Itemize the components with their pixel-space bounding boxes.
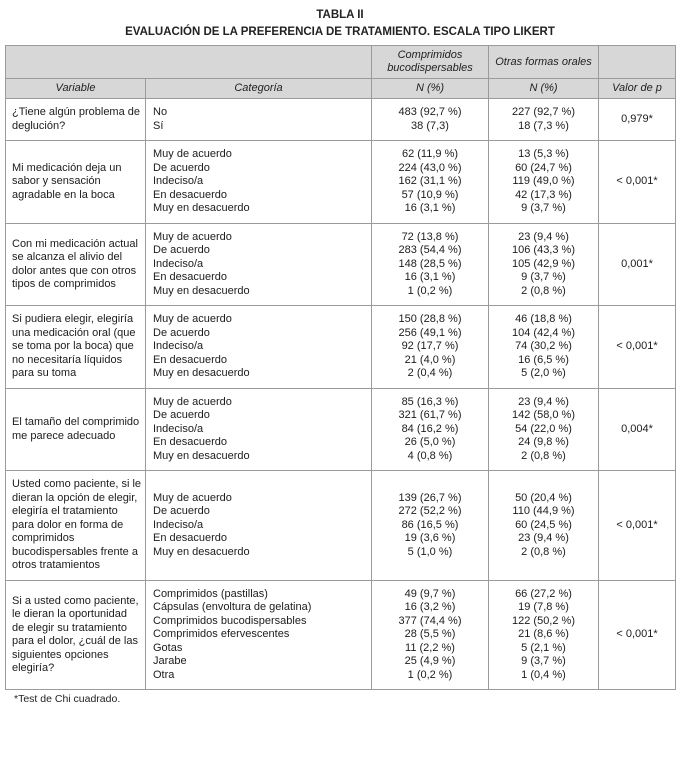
category-line: Indeciso/a — [153, 257, 204, 270]
value-line: 13 (5,3 %) — [518, 148, 569, 161]
header-variable: Variable — [6, 79, 146, 99]
value-line: 50 (20,4 %) — [515, 491, 572, 504]
value-line: 321 (61,7 %) — [398, 409, 462, 422]
category-line: De acuerdo — [153, 409, 210, 422]
value-line: 142 (58,0 %) — [512, 409, 575, 422]
value-line: 18 (7,3 %) — [518, 119, 569, 132]
value-cell-otras-formas — [489, 471, 599, 581]
value-line: 23 (9,4 %) — [518, 395, 569, 408]
value-line: 21 (8,6 %) — [518, 628, 569, 641]
value-line: 24 (9,8 %) — [518, 436, 569, 449]
value-line: 4 (0,8 %) — [407, 449, 453, 462]
table-row — [6, 99, 676, 141]
p-value-cell: < 0,001* — [599, 580, 676, 690]
value-line: 9 (3,7 %) — [521, 271, 566, 284]
value-line: 272 (52,2 %) — [398, 505, 462, 518]
category-line: Muy en desacuerdo — [153, 284, 250, 297]
value-cell-otras-formas — [489, 306, 599, 389]
value-line: 74 (30,2 %) — [515, 340, 572, 353]
table-title: TABLA II — [316, 9, 364, 21]
category-line: En desacuerdo — [153, 353, 227, 366]
value-cell-bucodispersables — [372, 141, 489, 224]
category-line: Indeciso/a — [153, 518, 204, 531]
category-line: Muy en desacuerdo — [153, 545, 250, 558]
value-line: 5 (2,1 %) — [521, 641, 566, 654]
category-cell — [146, 388, 372, 471]
value-line: 21 (4,0 %) — [404, 353, 456, 366]
header-n-pct-right: N (%) — [489, 79, 599, 99]
category-line: Gotas — [153, 641, 183, 654]
category-line: Muy de acuerdo — [153, 491, 232, 504]
header-group-row — [6, 46, 676, 79]
category-line: Muy de acuerdo — [153, 313, 232, 326]
value-line: 11 (2,2 %) — [405, 641, 455, 654]
variable-cell: Si a usted como paciente, le dieran la oportunidad de elegir su tratamiento para el dolor, ¿cuál de las siguientes opciones elegiría? — [6, 580, 146, 690]
value-line: 16 (6,5 %) — [518, 353, 569, 366]
value-line: 16 (3,2 %) — [404, 601, 456, 614]
value-cell-bucodispersables — [372, 99, 489, 141]
value-line: 105 (42,9 %) — [512, 257, 575, 270]
value-line: 106 (43,3 %) — [512, 244, 575, 257]
header-group-bucodispersables: Comprimidos bucodispersables — [372, 46, 489, 79]
value-line: 377 (74,4 %) — [398, 614, 462, 627]
value-line: 57 (10,9 %) — [401, 188, 459, 201]
value-line: 72 (13,8 %) — [401, 230, 459, 243]
p-value-cell: 0,004* — [599, 388, 676, 471]
category-line: Otra — [153, 668, 175, 681]
p-value-cell: 0,979* — [599, 99, 676, 141]
value-line: 150 (28,8 %) — [398, 313, 462, 326]
table-row — [6, 141, 676, 224]
value-line: 26 (5,0 %) — [404, 436, 456, 449]
category-cell — [146, 223, 372, 306]
category-line: En desacuerdo — [153, 271, 227, 284]
category-line: De acuerdo — [153, 326, 210, 339]
value-line: 2 (0,8 %) — [521, 284, 566, 297]
value-line: 23 (9,4 %) — [518, 532, 569, 545]
value-line: 2 (0,4 %) — [407, 367, 453, 380]
category-line: Sí — [153, 119, 164, 132]
value-line: 1 (0,2 %) — [407, 668, 453, 681]
table-row — [6, 580, 676, 690]
category-line: Comprimidos (pastillas) — [153, 587, 268, 600]
value-line: 16 (3,1 %) — [404, 271, 456, 284]
category-line: En desacuerdo — [153, 532, 227, 545]
category-line: Indeciso/a — [153, 175, 204, 188]
category-line: En desacuerdo — [153, 188, 227, 201]
value-line: 148 (28,5 %) — [398, 257, 462, 270]
category-line: Muy en desacuerdo — [153, 449, 250, 462]
category-line: Jarabe — [153, 655, 187, 668]
p-value-cell: 0,001* — [599, 223, 676, 306]
category-line: No — [153, 106, 168, 119]
value-line: 92 (17,7 %) — [401, 340, 459, 353]
value-line: 60 (24,7 %) — [515, 161, 572, 174]
p-value-cell: < 0,001* — [599, 471, 676, 581]
table-title-block — [5, 7, 675, 40]
value-line: 23 (9,4 %) — [518, 230, 569, 243]
p-value-cell: < 0,001* — [599, 306, 676, 389]
table-row — [6, 471, 676, 581]
category-line: Muy en desacuerdo — [153, 202, 250, 215]
value-line: 5 (1,0 %) — [407, 545, 453, 558]
value-line: 38 (7,3) — [411, 119, 449, 132]
value-line: 60 (24,5 %) — [515, 518, 572, 531]
variable-cell: Usted como paciente, si le dieran la opción de elegir, elegiría el tratamiento para dolor en forma de comprimidos bucodispersables frente a otros tratamientos — [6, 471, 146, 581]
value-cell-otras-formas — [489, 141, 599, 224]
table-row — [6, 223, 676, 306]
category-line: De acuerdo — [153, 161, 210, 174]
value-line: 122 (50,2 %) — [512, 614, 575, 627]
value-line: 227 (92,7 %) — [512, 106, 575, 119]
value-line: 42 (17,3 %) — [515, 188, 572, 201]
value-line: 2 (0,8 %) — [521, 449, 566, 462]
table-row — [6, 306, 676, 389]
value-line: 86 (16,5 %) — [401, 518, 459, 531]
value-line: 16 (3,1 %) — [404, 202, 456, 215]
category-cell — [146, 306, 372, 389]
variable-cell: ¿Tiene algún problema de deglución? — [6, 99, 146, 141]
variable-cell: Si pudiera elegir, elegiría una medicación oral (que se toma por la boca) que no necesitaría líquidos para su toma — [6, 306, 146, 389]
value-line: 256 (49,1 %) — [398, 326, 462, 339]
value-line: 110 (44,9 %) — [512, 505, 575, 518]
value-cell-bucodispersables — [372, 580, 489, 690]
category-line: Indeciso/a — [153, 422, 204, 435]
category-cell — [146, 471, 372, 581]
value-line: 2 (0,8 %) — [521, 545, 566, 558]
header-categoria: Categoría — [146, 79, 372, 99]
value-line: 283 (54,4 %) — [398, 244, 462, 257]
category-cell — [146, 580, 372, 690]
value-cell-otras-formas — [489, 223, 599, 306]
variable-cell: Con mi medicación actual se alcanza el alivio del dolor antes que con otros tipos de comprimidos — [6, 223, 146, 306]
value-line: 9 (3,7 %) — [521, 202, 566, 215]
value-line: 104 (42,4 %) — [512, 326, 575, 339]
category-line: En desacuerdo — [153, 436, 227, 449]
header-label-row — [6, 79, 676, 99]
value-cell-bucodispersables — [372, 223, 489, 306]
value-cell-otras-formas — [489, 99, 599, 141]
value-line: 1 (0,2 %) — [407, 284, 453, 297]
table-row — [6, 388, 676, 471]
value-line: 46 (18,8 %) — [515, 313, 572, 326]
header-p-value: Valor de p — [599, 79, 676, 99]
value-line: 162 (31,1 %) — [398, 175, 462, 188]
value-line: 28 (5,5 %) — [404, 628, 456, 641]
value-line: 9 (3,7 %) — [521, 655, 566, 668]
value-line: 224 (43,0 %) — [398, 161, 462, 174]
category-line: Muy de acuerdo — [153, 230, 232, 243]
category-line: Muy de acuerdo — [153, 148, 232, 161]
category-line: De acuerdo — [153, 505, 210, 518]
value-line: 19 (7,8 %) — [518, 601, 569, 614]
value-line: 66 (27,2 %) — [515, 587, 572, 600]
variable-cell: Mi medicación deja un sabor y sensación agradable en la boca — [6, 141, 146, 224]
value-line: 49 (9,7 %) — [404, 587, 456, 600]
likert-table — [5, 45, 676, 690]
header-spacer-right — [599, 46, 676, 79]
value-line: 119 (49,0 %) — [512, 175, 575, 188]
value-line: 19 (3,6 %) — [404, 532, 456, 545]
header-n-pct-left: N (%) — [372, 79, 489, 99]
value-cell-otras-formas — [489, 580, 599, 690]
value-line: 25 (4,9 %) — [404, 655, 456, 668]
value-line: 84 (16,2 %) — [401, 422, 459, 435]
category-line: Indeciso/a — [153, 340, 204, 353]
value-cell-bucodispersables — [372, 471, 489, 581]
value-line: 483 (92,7 %) — [398, 106, 462, 119]
value-line: 1 (0,4 %) — [521, 668, 566, 681]
value-line: 5 (2,0 %) — [521, 367, 566, 380]
variable-cell: El tamaño del comprimido me parece adecuado — [6, 388, 146, 471]
category-line: De acuerdo — [153, 244, 210, 257]
category-cell — [146, 99, 372, 141]
value-cell-bucodispersables — [372, 306, 489, 389]
category-line: Muy de acuerdo — [153, 395, 232, 408]
value-line: 62 (11,9 %) — [401, 148, 459, 161]
category-line: Cápsulas (envoltura de gelatina) — [153, 601, 312, 614]
value-line: 54 (22,0 %) — [515, 422, 572, 435]
p-value-cell: < 0,001* — [599, 141, 676, 224]
table-footnote: *Test de Chi cuadrado. — [14, 693, 121, 706]
header-group-otras-formas: Otras formas orales — [489, 46, 599, 79]
category-line: Comprimidos bucodispersables — [153, 614, 307, 627]
value-line: 85 (16,3 %) — [401, 395, 459, 408]
table-subtitle: EVALUACIÓN DE LA PREFERENCIA DE TRATAMIENTO. ESCALA TIPO LIKERT — [125, 25, 555, 38]
category-line: Comprimidos efervescentes — [153, 628, 290, 641]
value-cell-otras-formas — [489, 388, 599, 471]
header-spacer-left — [6, 46, 372, 79]
value-line: 139 (26,7 %) — [398, 491, 462, 504]
value-cell-bucodispersables — [372, 388, 489, 471]
category-cell — [146, 141, 372, 224]
category-line: Muy en desacuerdo — [153, 367, 250, 380]
